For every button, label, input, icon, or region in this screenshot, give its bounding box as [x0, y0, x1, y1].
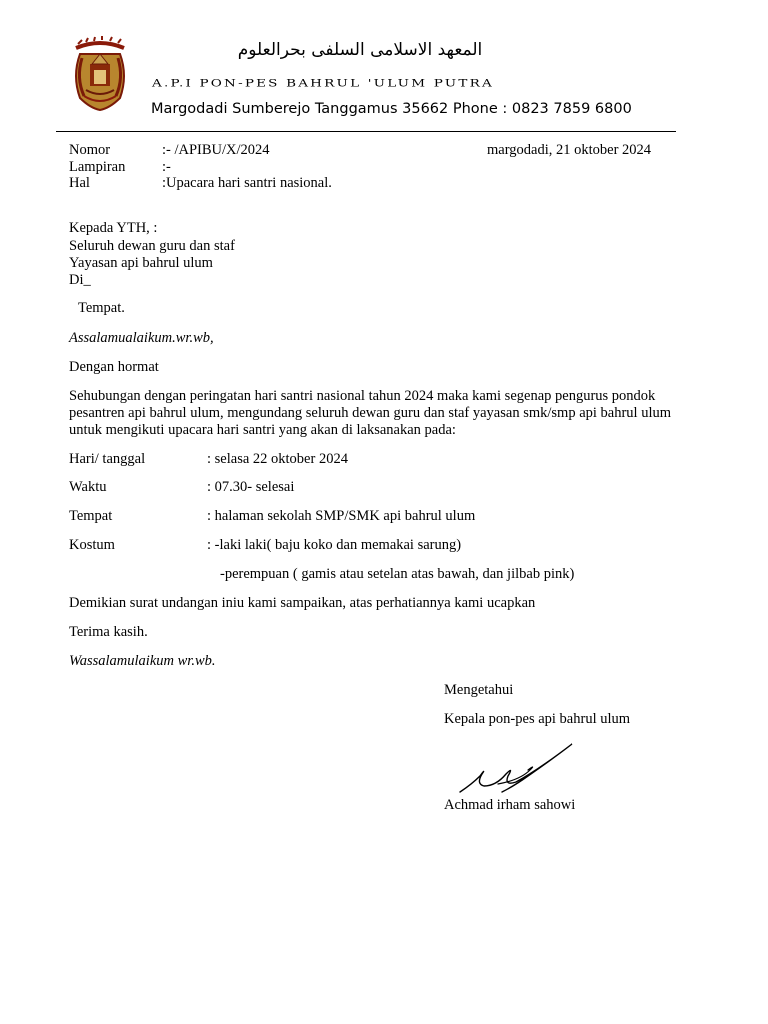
nomor-value: :- /APIBU/X/2024	[162, 142, 270, 158]
signer-position: Kepala pon-pes api bahrul ulum	[444, 711, 631, 727]
greeting: Assalamualaikum.wr.wb,	[69, 330, 214, 346]
acknowledge-label: Mengetahui	[444, 682, 514, 698]
school-address: Margodadi Sumberejo Tanggamus 35662 Phone : 0823 7859 6800	[151, 101, 632, 117]
body-paragraph: Sehubungan dengan peringatan hari santri nasional tahun 2024 maka kami segenap pengurus pondok pesantren api bahrul ulum, mengundang seluruh dewan guru dan staf yayasan smk/smp api bahrul ulum untuk mengikuti upacara hari santri yang akan di laksanakan pada:	[69, 388, 672, 438]
recipient-line-4: Di_	[69, 272, 91, 288]
tempat-label: Tempat	[69, 508, 113, 524]
hari-value: : selasa 22 oktober 2024	[207, 451, 348, 467]
recipient-line-2: Seluruh dewan guru dan staf	[69, 238, 235, 254]
hal-value: :Upacara hari santri nasional.	[162, 175, 332, 191]
arabic-institution-title: المعهد الاسلامى السلفى بحرالعلوم	[237, 40, 483, 60]
kostum-value-2: -perempuan ( gamis atau setelan atas bawah, dan jilbab pink)	[220, 566, 575, 582]
hal-label: Hal	[69, 175, 90, 191]
recipient-line-5: Tempat.	[78, 300, 125, 316]
place-date: margodadi, 21 oktober 2024	[487, 142, 652, 158]
farewell: Wassalamulaikum wr.wb.	[69, 653, 216, 669]
thanks: Terima kasih.	[69, 624, 148, 640]
header-divider	[56, 131, 676, 132]
waktu-value: : 07.30- selesai	[207, 479, 295, 495]
recipient-line-1: Kepada YTH, :	[69, 220, 158, 236]
opening: Dengan hormat	[69, 359, 159, 375]
waktu-label: Waktu	[69, 479, 107, 495]
closing-sentence: Demikian surat undangan iniu kami sampaikan, atas perhatiannya kami ucapkan	[69, 595, 536, 611]
signer-name: Achmad irham sahowi	[444, 797, 576, 813]
kostum-value-1: : -laki laki( baju koko dan memakai sarung)	[207, 537, 462, 553]
kostum-label: Kostum	[69, 537, 115, 553]
handwritten-signature-icon	[458, 740, 578, 800]
pesantren-emblem-icon	[68, 36, 132, 114]
school-name: A.P.I PON-PES BAHRUL 'ULUM PUTRA	[152, 77, 494, 90]
tempat-value: : halaman sekolah SMP/SMK api bahrul ulum	[207, 508, 476, 524]
nomor-label: Nomor	[69, 142, 111, 158]
lampiran-label: Lampiran	[69, 159, 126, 175]
recipient-line-3: Yayasan api bahrul ulum	[69, 255, 213, 271]
lampiran-value: :-	[162, 159, 171, 175]
hari-label: Hari/ tanggal	[69, 451, 146, 467]
